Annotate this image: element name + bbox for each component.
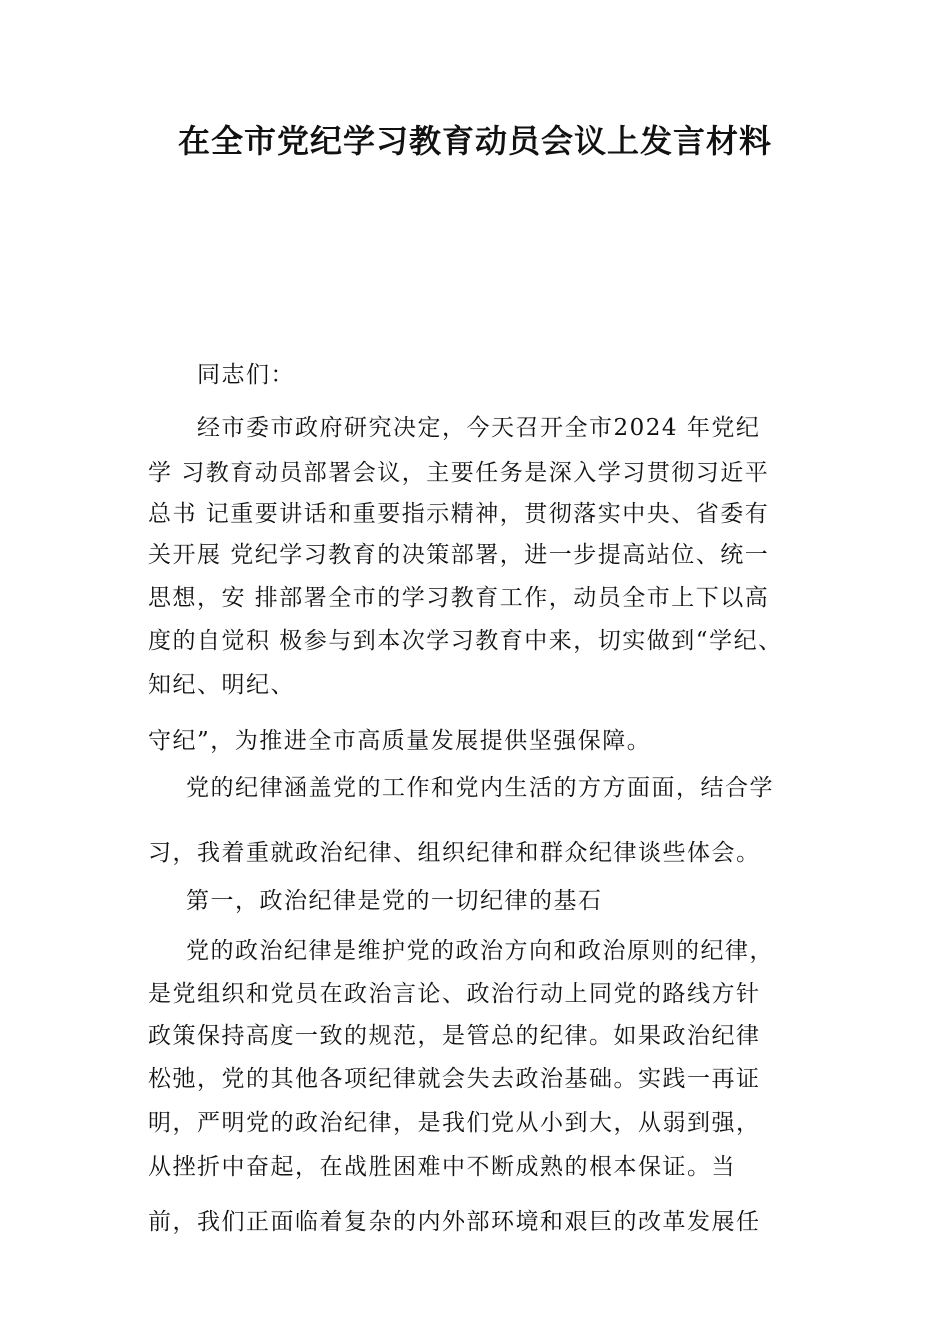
paragraph-line: 经市委市政府研究决定，今天召开全市2024 年党纪 <box>197 415 761 441</box>
paragraph-line: 党的纪律涵盖党的工作和党内生活的方方面面，结合学 <box>186 775 774 801</box>
salutation: 同志们： <box>197 362 295 388</box>
paragraph-line: 习，我着重就政治纪律、组织纪律和群众纪律谈些体会。 <box>148 840 761 866</box>
paragraph-line: 度的自觉积 极参与到本次学习教育中来，切实做到“学纪、 <box>148 628 783 654</box>
paragraph-line: 关开展 党纪学习教育的决策部署，进一步提高站位、统一 <box>148 542 770 568</box>
paragraph-line: 党的政治纪律是维护党的政治方向和政治原则的纪律， <box>186 938 774 964</box>
paragraph-line: 思想，安 排部署全市的学习教育工作，动员全市上下以高 <box>148 585 770 611</box>
section-heading: 第一，政治纪律是党的一切纪律的基石 <box>186 888 603 914</box>
document-title: 在全市党纪学习教育动员会议上发言材料 <box>177 122 772 160</box>
paragraph-line: 知纪、明纪、 <box>148 672 295 698</box>
paragraph-line: 政策保持高度一致的规范，是管总的纪律。如果政治纪律 <box>148 1023 761 1049</box>
paragraph-line: 是党组织和党员在政治言论、政治行动上同党的路线方针 <box>148 981 761 1007</box>
paragraph-line: 明，严明党的政治纪律，是我们党从小到大，从弱到强， <box>148 1110 761 1136</box>
paragraph-line: 从挫折中奋起，在战胜困难中不断成熟的根本保证。当 <box>148 1154 736 1180</box>
paragraph-line: 学 习教育动员部署会议，主要任务是深入学习贯彻习近平 <box>148 460 770 486</box>
paragraph-line: 前，我们正面临着复杂的内外部环境和艰巨的改革发展任 <box>148 1209 761 1235</box>
paragraph-line: 守纪”，为推进全市高质量发展提供坚强保障。 <box>148 728 652 754</box>
paragraph-line: 松弛，党的其他各项纪律就会失去政治基础。实践一再证 <box>148 1066 761 1092</box>
paragraph-line: 总书 记重要讲话和重要指示精神，贯彻落实中央、省委有 <box>148 501 770 527</box>
